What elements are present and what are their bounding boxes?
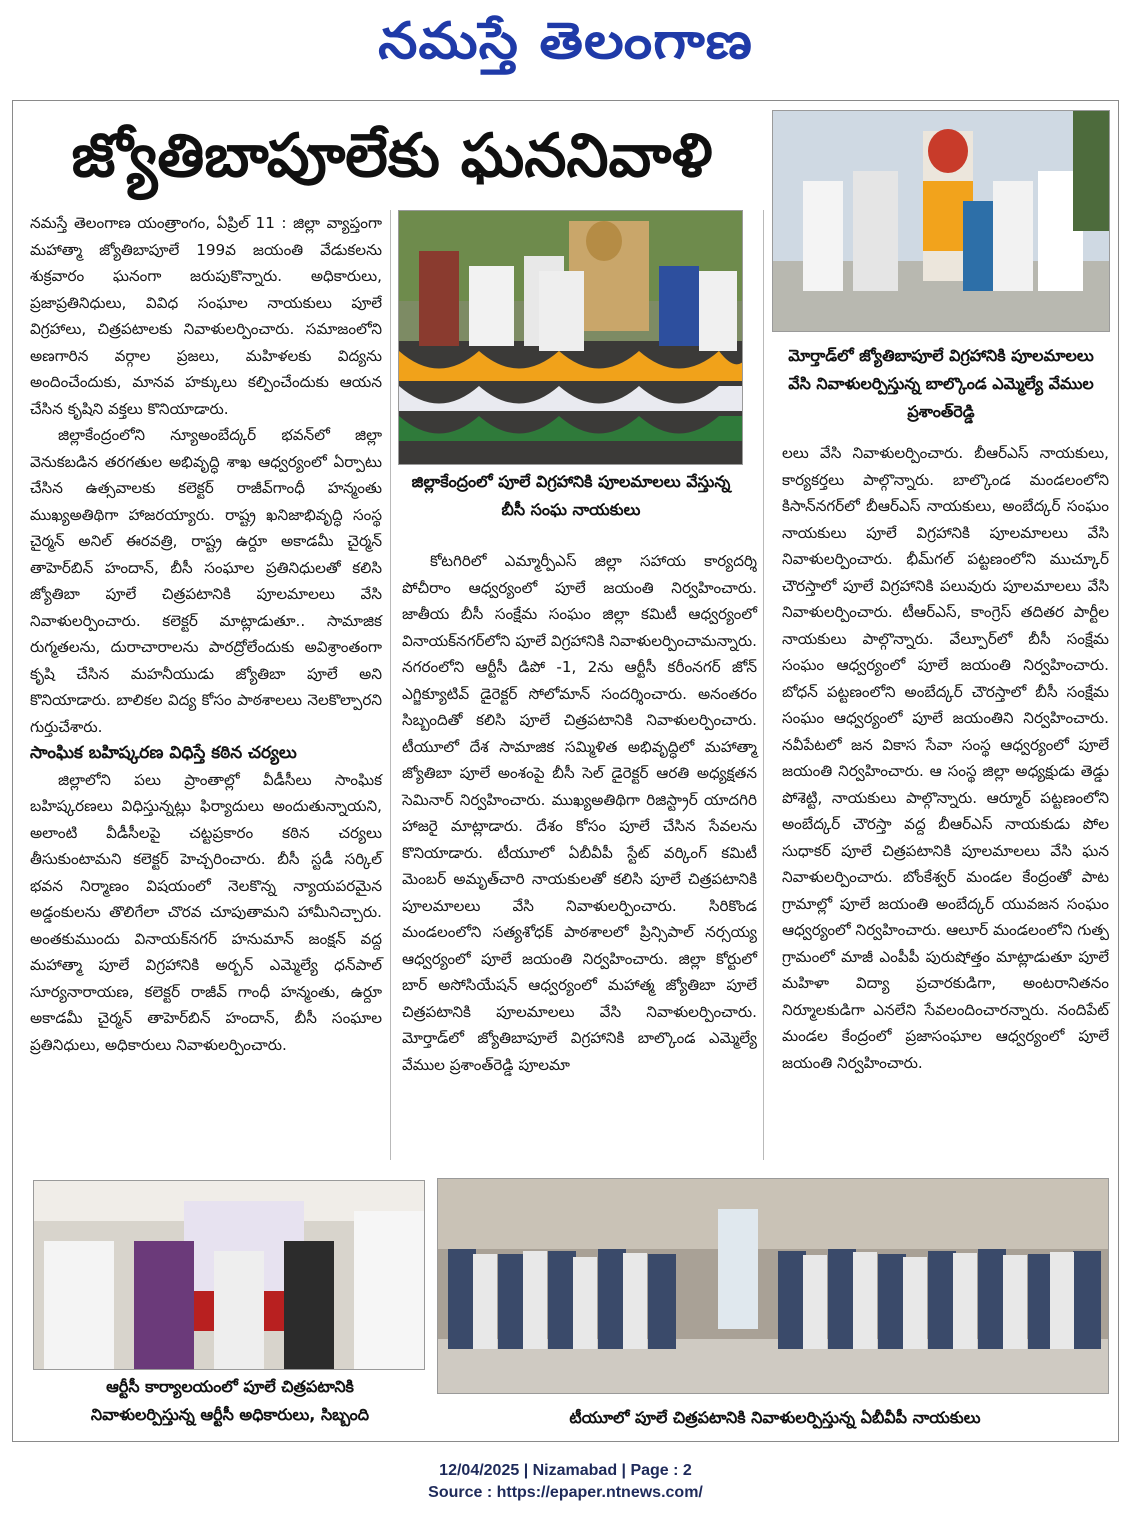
paragraph: జిల్లాలోని పలు ప్రాంతాల్లో వీడీసీలు సాంఘిక బహిష్కరణలు విధిస్తున్నట్లు ఫిర్యాదులు అందుతున్నాయని, అలాంటి వీడీసీలపై చట్టప్రకారం కఠిన చర్యలు తీసుకుంటామని కలెక్టర్ హెచ్చరించారు. బీసీ స్టడీ సర్కిల్ భవన నిర్మాణం విషయంలో నెలకొన్న న్యాయపరమైన అడ్డంకులను తొలిగేలా చొరవ చూపుతామని హామీనిచ్చారు. అంతకుముందు వినాయక్‌నగర్ హనుమాన్ జంక్షన్ వద్ద మహాత్మా పూలే విగ్రహానికి అర్బన్ ఎమ్మెల్యే ధన్‌పాల్ సూర్యనారాయణ, కలెక్టర్ రాజీవ్ గాంధీ హన్మంతు, ఉర్దూ అకాడమీ చైర్మన్ తాహెర్‌బిన్ హందాన్, బీసీ సంఘాల ప్రతినిధులు, అధికారులు నివాళులర్పించారు. (30, 770, 382, 1054)
photo-bottom-left-image (34, 1181, 425, 1370)
footer-date-edition: 12/04/2025 | Nizamabad | Page : 2 (439, 1462, 692, 1479)
caption-photo-top-right: మోర్తాడ్‌లో జ్యోతిబాపూలే విగ్రహానికి పూలమాలలు వేసి నివాళులర్పిస్తున్న బాల్కొండ ఎమ్మెల్యే వేముల ప్రశాంత్‌రెడ్డి (788, 346, 1094, 421)
photo-bottom-right-image (438, 1179, 1109, 1394)
photo-bottom-left (33, 1180, 425, 1370)
paragraph: కోటగిరిలో ఎమ్మార్పీఎస్ జిల్లా సహాయ కార్యదర్శి పోచీరాం ఆధ్వర్యంలో పూలే జయంతి నిర్వహించారు. జాతీయ బీసీ సంక్షేమ సంఘం జిల్లా కమిటీ ఆధ్వర్యంలో వినాయక్‌నగర్‌లోని పూలే విగ్రహానికి నివాళులర్పించామన్నారు. నగరంలోని ఆర్టీసీ డిపో -1, 2ను ఆర్టీసీ కరీంనగర్ జోన్ ఎగ్జిక్యూటివ్ డైరెక్టర్ సోలోమాన్ సందర్శించారు. అనంతరం సిబ్బందితో కలిసి పూలే చిత్రపటానికి నివాళులర్పించారు. టీయూలో దేశ సామాజిక సమ్మిళిత అభివృద్ధిలో మహాత్మా జ్యోతిబా పూలే అంశంపై బీసీ సెల్ డైరెక్టర్ ఆరతి అధ్యక్షతన సెమినార్ నిర్వహించారు. ముఖ్యఅతిథిగా రిజిస్ట్రార్ యాదగిరి హాజరై మాట్లాడారు. దేశం కోసం పూలే చేసిన సేవలను కొనియాడారు. టీయూలో ఏబీవీపీ స్టేట్ వర్కింగ్ కమిటీ మెంబర్ అమృత్‌చారి నాయకులతో కలిసి పూలే చిత్రపటానికి పూలమాలలు వేసి నివాళులర్పించారు. సిరికొండ మండలంలోని సత్యశోధక్ పాఠశాలలో ప్రిన్సిపాల్ నర్సయ్య ఆధ్వర్యంలో పూలే జయంతి నిర్వహించారు. జిల్లా కోర్టులో బార్ అసోసియేషన్ ఆధ్వర్యంలో మహాత్మ జ్యోతిబా పూలే చిత్రపటానికి పూలమాలలు వేసి నివాళులర్పించారు. మోర్తాడ్‌లో జ్యోతిబాపూలే విగ్రహానికి బాల్కొండ ఎమ్మెల్యే వేముల ప్రశాంత్‌రెడ్డి పూలమా (402, 552, 757, 1074)
article-column-1 (30, 210, 382, 1058)
photo-center-image (399, 211, 743, 465)
paragraph: నమస్తే తెలంగాణ యంత్రాంగం, ఏప్రిల్ 11 : జిల్లా వ్యాప్తంగా మహాత్మా జ్యోతిబాపూలే 199వ జయంతి వేడుకలను శుక్రవారం ఘనంగా జరుపుకొన్నారు. అధికారులు, ప్రజాప్రతినిధులు, వివిధ సంఘాల నాయకులు పూలే విగ్రహాలు, చిత్రపటాలకు నివాళులర్పించారు. సమాజంలోని అణగారిన వర్గాల ప్రజలు, మహిళలకు విద్యను అందించేందుకు, మానవ హక్కులు కల్పించేందుకు ఆయన చేసిన కృషిని వక్తలు కొనియాడారు. (30, 214, 382, 418)
article-column-3 (782, 440, 1109, 1076)
caption-photo-center: జిల్లాకేంద్రంలో పూలే విగ్రహానికి పూలమాలలు వేస్తున్న బీసీ సంఘ నాయకులు (411, 472, 731, 519)
masthead-logo: నమస్తే తెలంగాణ (378, 11, 753, 71)
photo-bottom-right (437, 1178, 1109, 1394)
article-column-2 (402, 548, 757, 1078)
footer-source: Source : https://epaper.ntnews.com/ (428, 1484, 703, 1501)
photo-top-right (772, 110, 1110, 332)
headline: జ్యోతిబాపూలేకు ఘననివాళి (71, 121, 713, 191)
subheading: సాంఘిక బహిష్కరణ విధిస్తే కఠిన చర్యలు (30, 743, 297, 763)
photo-center (398, 210, 743, 465)
caption-photo-bottom-left: ఆర్టీసీ కార్యాలయంలో పూలే చిత్రపటానికి నివాళులర్పిస్తున్న ఆర్టీసీ అధికారులు, సిబ్బంది (90, 1377, 370, 1424)
caption-photo-bottom-right: టీయూలో పూలే చిత్రపటానికి నివాళులర్పిస్తున్న ఏబీవీపీ నాయకులు (569, 1408, 981, 1427)
column-divider (390, 210, 391, 1160)
photo-top-right-image (773, 111, 1110, 332)
paragraph: లలు వేసి నివాళులర్పించారు. బీఆర్ఎస్ నాయకులు, కార్యకర్తలు పాల్గొన్నారు. బాల్కొండ మండలంలోని కిసాన్‌నగర్‌లో బీఆర్ఎస్ నాయకులు, అంబేద్కర్ సంఘం నాయకులు పూలే విగ్రహానికి పూలమాలలు వేసి నివాళులర్పించారు. భీమ్‌గల్ పట్టణంలోని ముచ్కూర్ చౌరస్తాలో పూలే విగ్రహానికి పలువురు పూలమాలలు వేసి నివాళులర్పించారు. టీఆర్ఎస్, కాంగ్రెస్ తదితర పార్టీల నాయకులు పాల్గొన్నారు. వేల్పూర్‌లో బీసీ సంక్షేమ సంఘం ఆధ్వర్యంలో పూలే జయంతి నిర్వహించారు. బోధన్ పట్టణంలోని అంబేద్కర్ చౌరస్తాలో బీసీ సంక్షేమ సంఘం ఆధ్వర్యంలో పూలే జయంతిని నిర్వహించారు. నవీపేటలో జన వికాస సేవా సంస్థ ఆధ్వర్యంలో పూలే జయంతి నిర్వహించారు. ఆ సంస్థ జిల్లా అధ్యక్షుడు తెడ్డు పోశెట్టి, నాయకులు పాల్గొన్నారు. ఆర్మూర్ పట్టణంలోని అంబేద్కర్ చౌరస్తా వద్ద బీఆర్ఎస్ నాయకుడు పోల సుధాకర్ పూలే చిత్రపటానికి పూలమాలలు వేసి ఘన నివాళులర్పించారు. బోంకేశ్వర్ మండల కేంద్రంతో పాట గ్రామాల్లో పూలే జయంతి అంబేద్కర్ యువజన సంఘం ఆధ్వర్యంలో నిర్వహించారు. ఆలూర్ మండలంలోని గుత్ప గ్రామంలో మాజీ ఎంపీపీ పురుషోత్తం మాట్లాడుతూ పూలే మహిళా విద్యా ప్రచారకుడిగా, అంటరానితనం నిర్మూలకుడిగా ఎనలేని సేవలందించారన్నారు. నందిపేట్ మండల కేంద్రంలో ప్రజాసంఘాల ఆధ్వర్యంలో పూలే జయంతి నిర్వహించారు. (782, 444, 1109, 1072)
column-divider (763, 210, 764, 1160)
paragraph: జిల్లాకేంద్రంలోని న్యూఅంబేద్కర్ భవన్‌లో జిల్లా వెనుకబడిన తరగతుల అభివృద్ధి శాఖ ఆధ్వర్యంలో ఏర్పాటు చేసిన ఉత్సవాలకు కలెక్టర్ రాజీవ్‌గాంధీ హన్మంతు ముఖ్యఅతిథిగా హాజరయ్యారు. రాష్ట్ర ఖనిజాభివృద్ధి సంస్థ చైర్మన్ అనిల్ ఈరవత్రి, రాష్ట్ర ఉర్దూ అకాడమీ చైర్మన్ తాహెర్‌బిన్ హందాన్, బీసీ సంఘాల ప్రతినిధులతో కలిసి జ్యోతిబా పూలే చిత్రపటానికి పూలమాలలు వేసి నివాళులర్పించారు. కలెక్టర్ మాట్లాడుతూ.. సామాజిక రుగ్మతలను, దురాచారాలను పారద్రోలేందుకు అవిశ్రాంతంగా కృషి చేసిన మహనీయుడు జ్యోతిబా పూలే అని కొనియాడారు. బాలికల విద్య కోసం పాఠశాలలు నెలకొల్పారని గుర్తుచేశారు. (30, 426, 382, 736)
